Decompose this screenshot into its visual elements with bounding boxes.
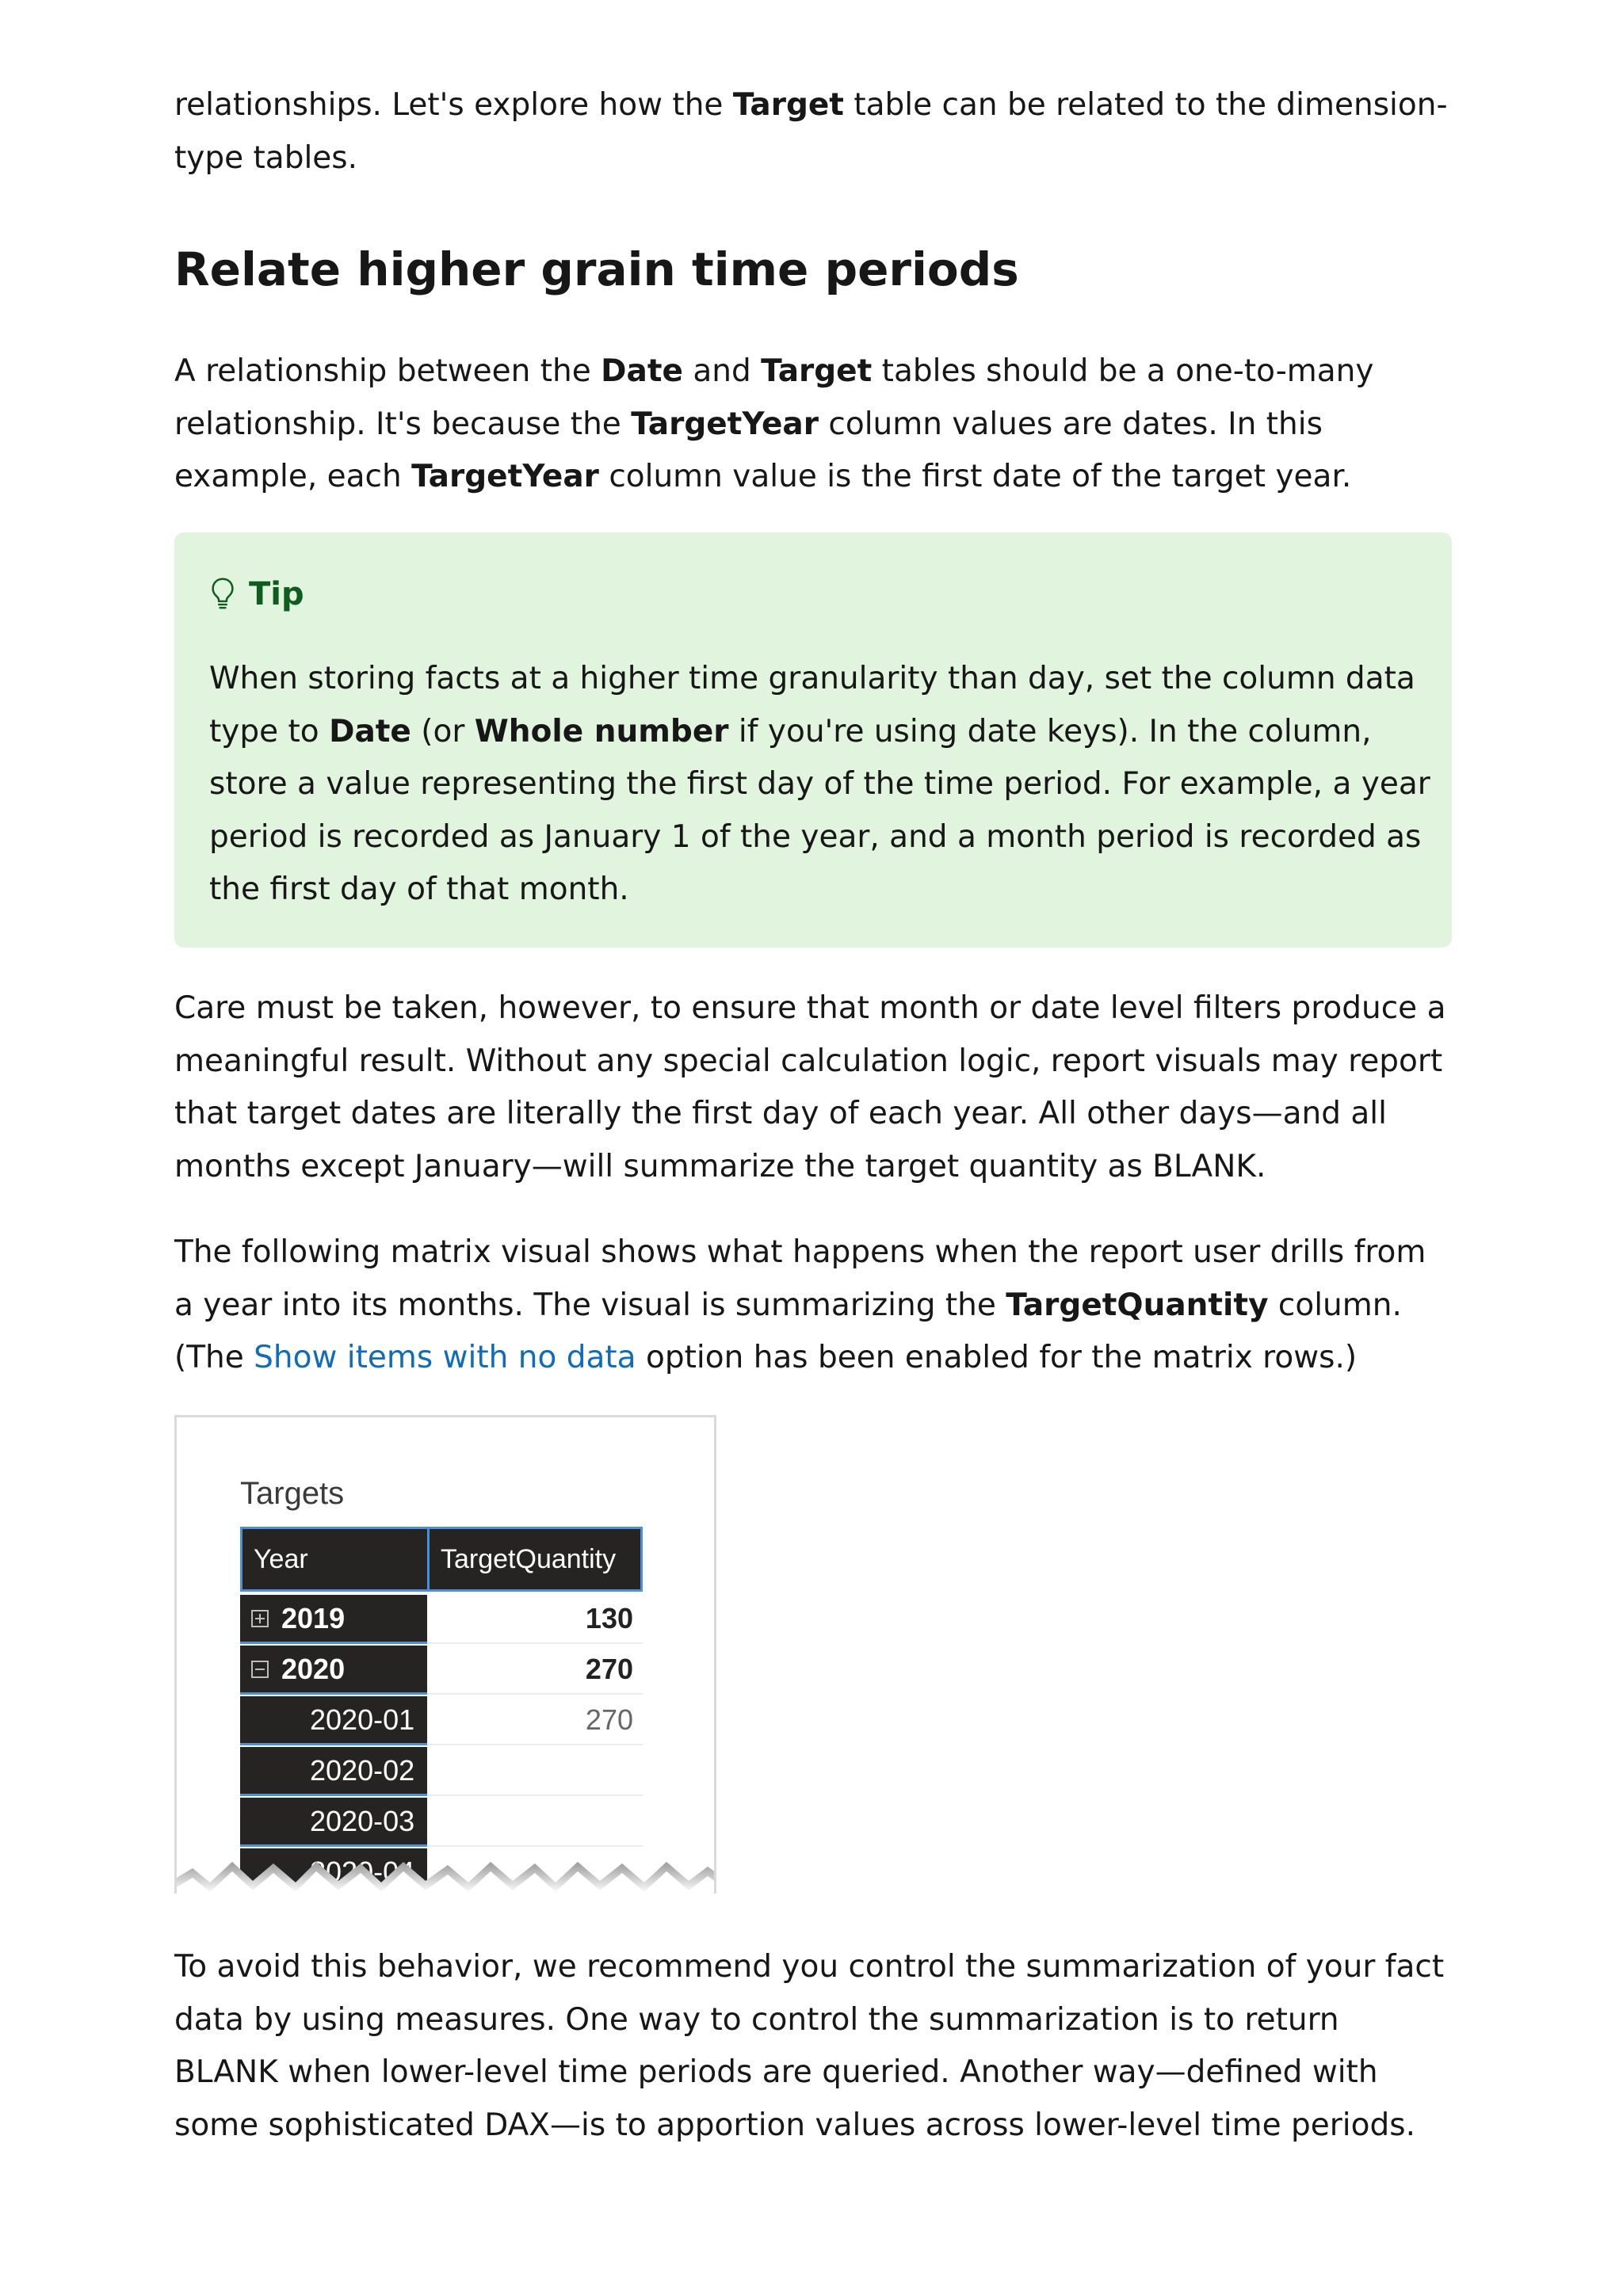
row-value: 270 (427, 1646, 643, 1695)
header-year: Year (240, 1527, 427, 1592)
row-value: 270 (427, 1696, 643, 1745)
row-label: 2020-03 (240, 1798, 427, 1847)
matrix-row (240, 1595, 643, 1646)
visual-title: Targets (240, 1476, 345, 1511)
show-items-with-no-data-link[interactable]: Show items with no data (254, 1340, 636, 1375)
row-label: 2019 (281, 1601, 346, 1634)
row-label: 2020-02 (240, 1747, 427, 1796)
row-value (427, 1747, 643, 1796)
lightbulb-icon (209, 577, 236, 612)
collapse-icon (251, 1661, 269, 1678)
header-target-quantity: TargetQuantity (427, 1527, 643, 1592)
expand-icon (251, 1610, 269, 1627)
tip-header (209, 570, 304, 618)
tip-callout (174, 532, 1452, 948)
recommendation-paragraph: To avoid this behavior, we recommend you control the summarization of your fact data by using measures. One way to control the summarization is to return BLANK when lower-level time periods are queried. Another way—defined with some sophisticated DAX—is to apportion values across lower-level time periods. (174, 1949, 1445, 2143)
matrix-row (240, 1747, 643, 1798)
torn-edge (177, 1846, 716, 1894)
relationship-paragraph: A relationship between the Date and Target tables should be a one-to-many relationship. It's because the TargetYear column values are dates. In this example, each TargetYear column value is the first date of the target year. (174, 353, 1374, 494)
tip-body: When storing facts at a higher time granularity than day, set the column data type to Date (or Whole number if you're using date keys). In the column, store a value representing the first day of the time period. For example, a year period is recorded as January 1 of the year, and a month period is recorded as the first day of that month. (209, 661, 1430, 907)
tip-title: Tip (249, 576, 304, 612)
row-label: 2020-01 (240, 1696, 427, 1745)
intro-paragraph: relationships. Let's explore how the Target table can be related to the dimension-type tables. (174, 87, 1448, 176)
matrix-row (240, 1646, 643, 1696)
section-heading: Relate higher grain time periods (174, 242, 1019, 296)
matrix-row (240, 1696, 643, 1747)
matrix-visual-image (174, 1415, 716, 1894)
row-label: 2020 (281, 1652, 346, 1685)
summarization-paragraph: Care must be taken, however, to ensure that month or date level filters produce a meaningful result. Without any special calculation logic, report visuals may report that target dates are literally the first day of each year. All other days—and all months except January—will summarize the target quantity as BLANK. (174, 990, 1446, 1184)
matrix-header-row (240, 1527, 643, 1577)
row-value: 130 (427, 1595, 643, 1644)
matrix-intro-paragraph: The following matrix visual shows what happens when the report user drills from a year into its months. The visual is summarizing the TargetQuantity column. (The Show items with no data option has been enabled for the matrix rows.) (174, 1234, 1426, 1375)
row-value (427, 1798, 643, 1847)
matrix-row (240, 1798, 643, 1848)
